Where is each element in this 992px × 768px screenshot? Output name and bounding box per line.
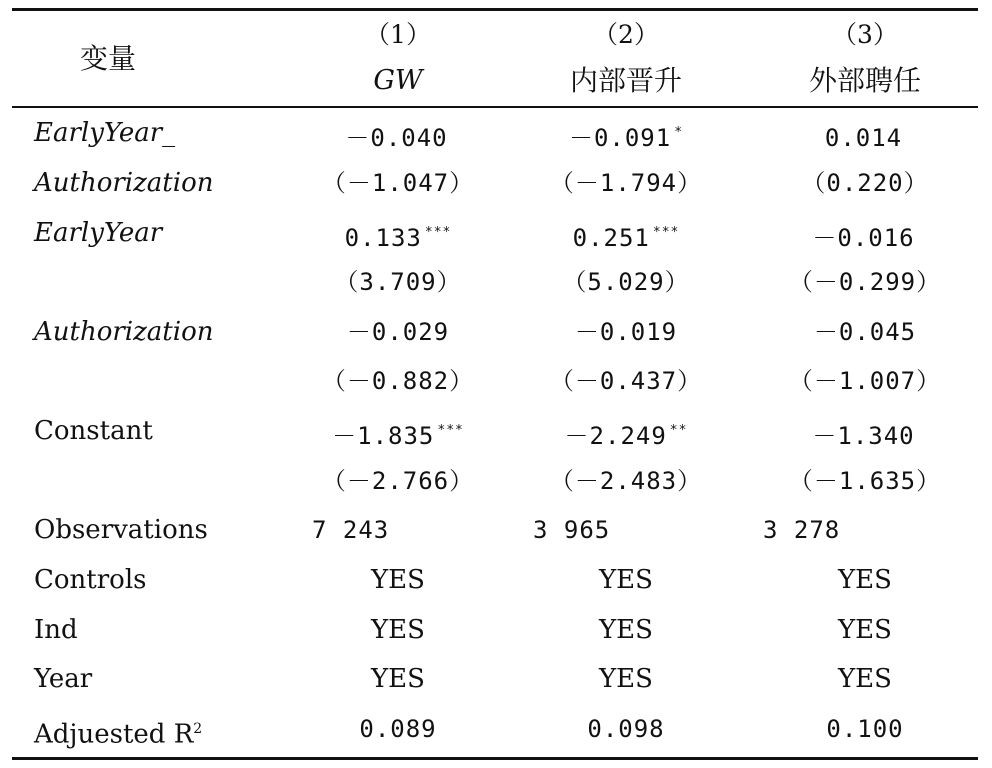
coef-cell: 0.014 [824, 124, 903, 152]
yes-cell: YES [838, 664, 892, 694]
header-rule [12, 106, 978, 108]
observations-cell: 3 278 [763, 516, 841, 544]
row-label-year: Year [34, 664, 93, 694]
row-label-observations: Observations [34, 515, 208, 545]
row-label-early-auth-2: Authorization [34, 168, 214, 198]
row-label-early: EarlyYear [34, 218, 163, 248]
row-label-early-auth-1: EarlyYear_ [34, 118, 176, 148]
coef-cell: －0.091 * [568, 124, 684, 152]
observations-cell: 3 965 [533, 516, 611, 544]
col1-number: （1） [365, 20, 431, 49]
coef-cell: －2.249 ** [564, 422, 688, 450]
t-stat-cell: （－2.483） [549, 467, 703, 495]
coef-cell: 0.251 *** [572, 224, 680, 252]
col2-name: 内部晋升 [569, 64, 682, 97]
yes-cell: YES [599, 664, 653, 694]
col2-number: （2） [593, 20, 659, 49]
col1-name: GW [373, 65, 423, 96]
yes-cell: YES [371, 565, 425, 595]
variable-header: 变量 [80, 42, 137, 75]
t-stat-cell: （0.220） [801, 169, 929, 197]
row-label-constant: Constant [34, 416, 153, 446]
col3-name: 外部聘任 [808, 64, 921, 97]
t-stat-cell: （－1.635） [788, 467, 942, 495]
yes-cell: YES [838, 615, 892, 645]
r2-cell: 0.089 [359, 715, 437, 743]
coef-cell: －1.340 [812, 422, 915, 450]
row-label-ind: Ind [34, 615, 78, 645]
t-stat-cell: （－1.047） [321, 169, 475, 197]
yes-cell: YES [371, 664, 425, 694]
yes-cell: YES [599, 615, 653, 645]
coef-cell: 0.133 *** [344, 224, 452, 252]
row-label-adj-r2: Adjuested $R^2$ [34, 719, 203, 750]
coef-cell: －0.019 [574, 318, 678, 346]
t-stat-cell: （－0.299） [788, 268, 942, 296]
coef-cell: －1.835 *** [332, 422, 464, 450]
t-stat-cell: （－2.766） [321, 467, 475, 495]
row-label-controls: Controls [34, 565, 147, 595]
r2-cell: 0.098 [587, 715, 665, 743]
coef-cell: －0.045 [813, 318, 917, 346]
r2-cell: 0.100 [826, 715, 904, 743]
coef-cell: －0.029 [346, 318, 450, 346]
top-rule [12, 8, 978, 11]
t-stat-cell: （－1.794） [549, 169, 703, 197]
col3-number: （3） [832, 20, 898, 49]
coef-cell: －0.016 [812, 224, 915, 252]
t-stat-cell: （－1.007） [788, 367, 942, 395]
coef-cell: －0.040 [345, 124, 448, 152]
observations-cell: 7 243 [312, 516, 390, 544]
yes-cell: YES [838, 565, 892, 595]
yes-cell: YES [599, 565, 653, 595]
bottom-rule [12, 757, 978, 760]
t-stat-cell: （5.029） [562, 268, 690, 296]
t-stat-cell: （－0.437） [549, 367, 703, 395]
t-stat-cell: （3.709） [334, 268, 462, 296]
yes-cell: YES [371, 615, 425, 645]
row-label-auth: Authorization [34, 317, 214, 347]
t-stat-cell: （－0.882） [321, 367, 475, 395]
